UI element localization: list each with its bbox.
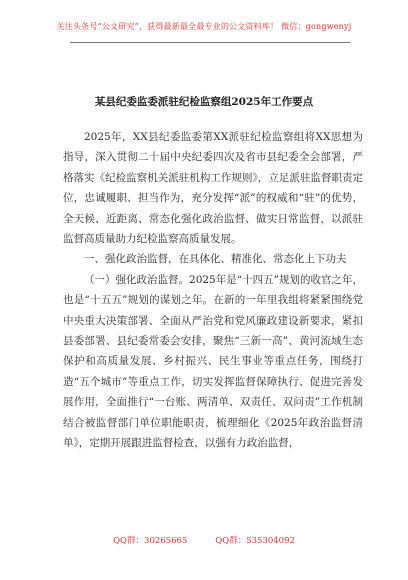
header-divider bbox=[70, 42, 350, 43]
header-promo-line: 关注头条号“公文研究”，获得最新最全最专业的公文资料库！ 微信：gongwenyj bbox=[56, 22, 352, 31]
intro-paragraph: 2025年，XX县纪委监委第XX派驻纪检监察组将XX思想为指导，深入贯彻二十届中央纪委四次及省市县纪委全会部署，严格落实《纪检监察机关派驻机构工作规则》，立足派驻监督职责定位，忠诚履职、担当作为，充分发挥“派”的权威和“驻”的优势，全天候、近距离、常态化强化政治监督、做实日常监督，以派驻监督高质量助力纪检监察高质量发展。 bbox=[63, 131, 363, 246]
footer-qq-group-1: QQ群：30265665 bbox=[113, 536, 188, 546]
document-title: 某县纪委监委派驻纪检监察组2025年工作要点 bbox=[94, 96, 314, 108]
subsection-paragraph-1: （一）强化政治监督。2025年是“十四五”规划的收官之年，也是“十五五”规划的谋划之年。在新的一年里我组将紧紧围绕党中央重大决策部署、全面从严治党和党风廉政建设新要求，紧扣县委部署、县纪委常委会安排，聚焦“三新一高”、黄河流域生态保护和高质量发展、乡村振兴、民生事业等重点任务，围绕打造“五个城市”等重点工作，切实发挥监督保障执行、促进完善发展作用，全面推行“一台账、两清单、双责任、双问责”工作机制结合被监督部门单位职能职责，梳理细化《2025年政治监督清单》，定期开展跟进监督检查，以强有力政治监督， bbox=[63, 273, 363, 450]
footer-qq-group-2: QQ群：535304092 bbox=[215, 536, 295, 546]
section-heading-1: 一、强化政治监督，在具体化、精准化、常态化上下功夫 bbox=[84, 253, 347, 266]
document-body bbox=[63, 127, 363, 454]
footer-contact bbox=[0, 536, 408, 546]
